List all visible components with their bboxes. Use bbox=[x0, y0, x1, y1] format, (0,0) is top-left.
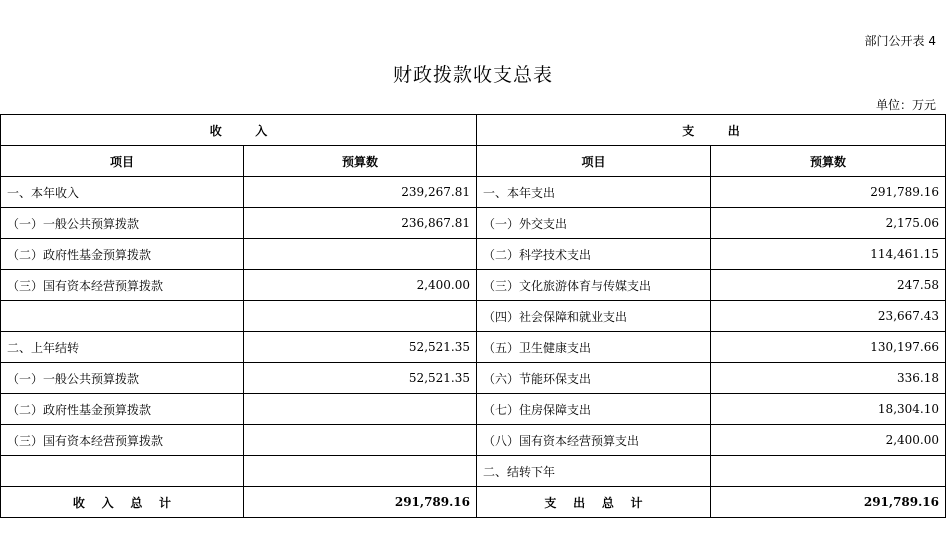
expense-amount-header: 预算数 bbox=[711, 146, 946, 177]
table-row bbox=[1, 363, 946, 394]
table-row bbox=[1, 394, 946, 425]
table-row bbox=[1, 208, 946, 239]
page-title: 财政拨款收支总表 bbox=[392, 64, 553, 86]
table-row bbox=[1, 177, 946, 208]
table-row bbox=[1, 456, 946, 487]
income-item-cell: （一）一般公共预算拨款 bbox=[1, 208, 244, 239]
income-amount-cell bbox=[244, 394, 477, 425]
totals-row bbox=[1, 487, 946, 518]
income-amount-cell: 52,521.35 bbox=[244, 363, 477, 394]
expense-total-amount: 291,789.16 bbox=[711, 487, 946, 518]
income-item-cell: 一、本年收入 bbox=[1, 177, 244, 208]
table-row bbox=[1, 332, 946, 363]
column-header-row bbox=[1, 146, 946, 177]
table-row bbox=[1, 239, 946, 270]
income-item-cell: 二、上年结转 bbox=[1, 332, 244, 363]
budget-table-body bbox=[1, 115, 946, 518]
expense-total-label: 支 出 总 计 bbox=[477, 487, 711, 518]
income-item-cell: （三）国有资本经营预算拨款 bbox=[1, 425, 244, 456]
expense-item-cell: （二）科学技术支出 bbox=[477, 239, 711, 270]
expense-amount-cell: 336.18 bbox=[711, 363, 946, 394]
expense-item-cell: （三）文化旅游体育与传媒支出 bbox=[477, 270, 711, 301]
income-total-label: 收 入 总 计 bbox=[1, 487, 244, 518]
table-row bbox=[1, 425, 946, 456]
expense-amount-cell: 114,461.15 bbox=[711, 239, 946, 270]
income-item-cell: （二）政府性基金预算拨款 bbox=[1, 394, 244, 425]
expense-amount-cell: 130,197.66 bbox=[711, 332, 946, 363]
expense-item-cell: （一）外交支出 bbox=[477, 208, 711, 239]
income-amount-cell bbox=[244, 425, 477, 456]
income-amount-cell: 2,400.00 bbox=[244, 270, 477, 301]
income-amount-header: 预算数 bbox=[244, 146, 477, 177]
expense-item-cell: （四）社会保障和就业支出 bbox=[477, 301, 711, 332]
income-item-header: 项目 bbox=[1, 146, 244, 177]
income-amount-cell bbox=[244, 456, 477, 487]
document-label: 部门公开表 4 bbox=[864, 34, 936, 48]
expense-item-cell: （六）节能环保支出 bbox=[477, 363, 711, 394]
income-total-amount: 291,789.16 bbox=[244, 487, 477, 518]
income-item-cell bbox=[1, 301, 244, 332]
income-item-cell: （二）政府性基金预算拨款 bbox=[1, 239, 244, 270]
income-item-cell bbox=[1, 456, 244, 487]
income-section-header: 收 入 bbox=[1, 115, 477, 146]
income-amount-cell: 236,867.81 bbox=[244, 208, 477, 239]
table-row bbox=[1, 301, 946, 332]
budget-table bbox=[0, 114, 946, 518]
expense-amount-cell: 18,304.10 bbox=[711, 394, 946, 425]
expense-amount-cell: 291,789.16 bbox=[711, 177, 946, 208]
expense-item-cell: 一、本年支出 bbox=[477, 177, 711, 208]
expense-item-cell: （八）国有资本经营预算支出 bbox=[477, 425, 711, 456]
table-row bbox=[1, 270, 946, 301]
income-item-cell: （一）一般公共预算拨款 bbox=[1, 363, 244, 394]
expense-section-header: 支 出 bbox=[477, 115, 946, 146]
section-header-row bbox=[1, 115, 946, 146]
expense-item-header: 项目 bbox=[477, 146, 711, 177]
expense-amount-cell: 23,667.43 bbox=[711, 301, 946, 332]
income-amount-cell: 52,521.35 bbox=[244, 332, 477, 363]
expense-amount-cell bbox=[711, 456, 946, 487]
expense-item-cell: （五）卫生健康支出 bbox=[477, 332, 711, 363]
expense-item-cell: 二、结转下年 bbox=[477, 456, 711, 487]
expense-amount-cell: 247.58 bbox=[711, 270, 946, 301]
income-amount-cell bbox=[244, 301, 477, 332]
expense-amount-cell: 2,400.00 bbox=[711, 425, 946, 456]
expense-item-cell: （七）住房保障支出 bbox=[477, 394, 711, 425]
income-item-cell: （三）国有资本经营预算拨款 bbox=[1, 270, 244, 301]
expense-amount-cell: 2,175.06 bbox=[711, 208, 946, 239]
income-amount-cell: 239,267.81 bbox=[244, 177, 477, 208]
income-amount-cell bbox=[244, 239, 477, 270]
unit-label: 单位：万元 bbox=[875, 98, 936, 112]
